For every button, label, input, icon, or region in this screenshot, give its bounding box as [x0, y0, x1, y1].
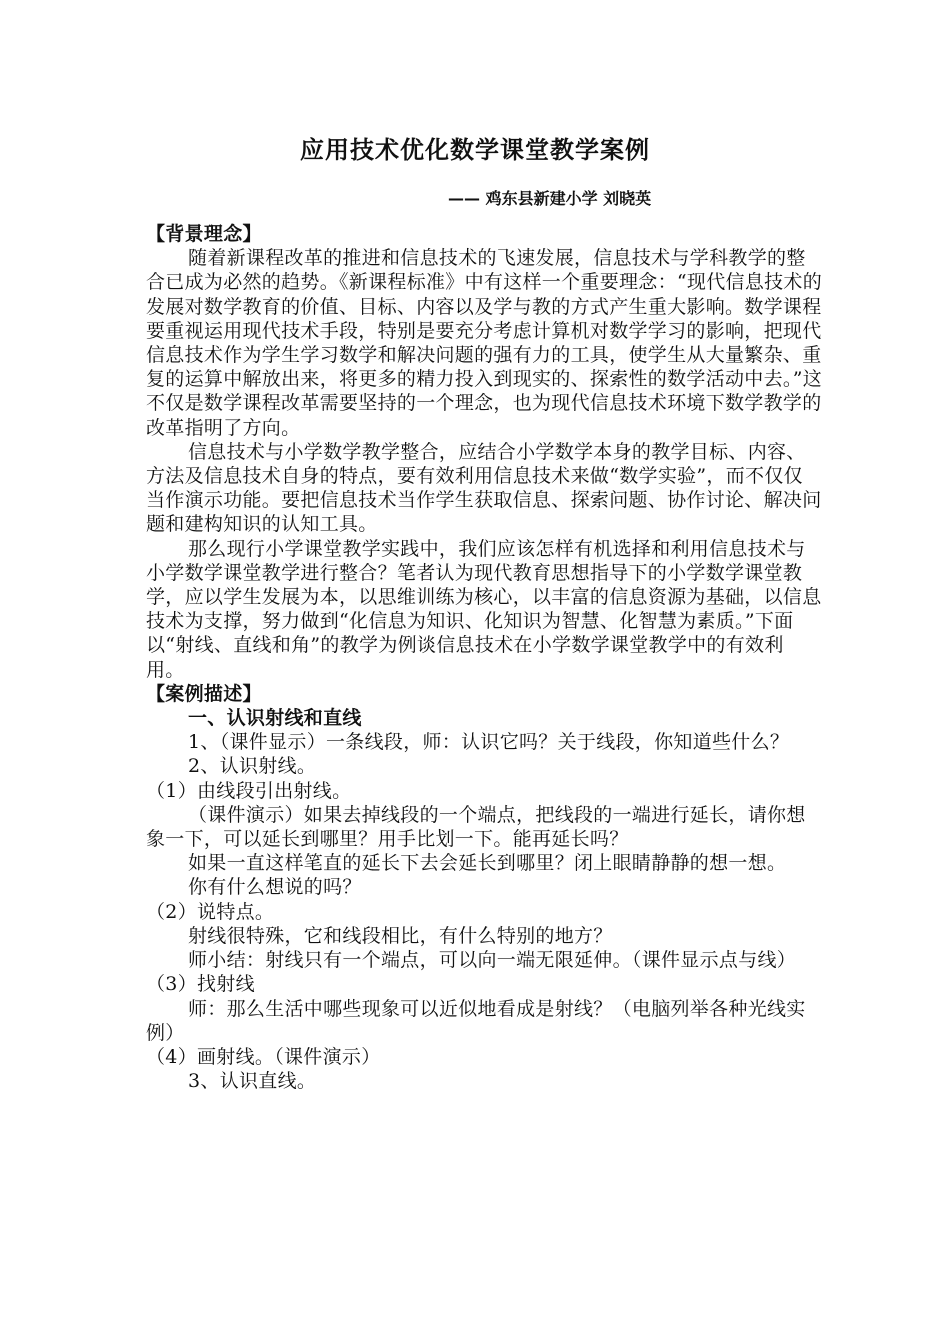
- paragraph: 1、（课件显示）一条线段，师：认识它吗？关于线段，你知道些什么？: [188, 731, 790, 754]
- paragraph: 如果一直这样笔直的延长下去会延长到哪里？闭上眼睛静静的想一想。: [188, 852, 787, 875]
- paragraph: （2）说特点。: [146, 900, 275, 923]
- paragraph: 随着新课程改革的推进和信息技术的飞速发展，信息技术与学科教学的整合已成为必然的趋势。《新课程标准》中有这样一个重要理念：“现代信息技术的发展对数学教育的价值、目标、内容以及学与教的方式产生重大影响。数学课程要重视运用现代技术手段，特别是要充分考虑计算机对数学学习的影响，把现代信息技术作为学生学习数学和解决问题的强有力的工具，使学生从大量繁杂、重复的运算中解放出来，将更多的精力投入到现实的、探索性的数学活动中去。”这不仅是数学课程改革需要坚持的一个理念，也为现代信息技术环境下数学教学的改革指明了方向。: [146, 247, 823, 439]
- subsection-heading: 一、认识射线和直线: [188, 707, 362, 730]
- paragraph: 师小结：射线只有一个端点，可以向一端无限延伸。（课件显示点与线）: [188, 949, 797, 972]
- document-body: [146, 222, 822, 1093]
- paragraph: （1）由线段引出射线。: [146, 779, 352, 802]
- paragraph: （课件演示）如果去掉线段的一个端点，把线段的一端进行延长，请你想象一下，可以延长到哪里？用手比划一下。能再延长吗？: [146, 803, 806, 851]
- paragraph: 师：那么生活中哪些现象可以近似地看成是射线？（电脑列举各种光线实例）: [146, 997, 806, 1044]
- paragraph: 2、认识射线。: [188, 755, 317, 778]
- paragraph: 那么现行小学课堂教学实践中，我们应该怎样有机选择和利用信息技术与小学数学课堂教学进行整合？笔者认为现代教育思想指导下的小学数学课堂教学，应以学生发展为本，以思维训练为核心，以丰富的信息资源为基础，以信息技术为支撑，努力做到“化信息为知识、化知识为智慧、化智慧为素质。”下面以“射线、直线和角”的教学为例谈信息技术在小学数学课堂教学中的有效利用。: [146, 537, 822, 681]
- paragraph: 3、认识直线。: [188, 1070, 317, 1093]
- section-heading-background: 【背景理念】: [146, 223, 262, 245]
- author-byline: —— 鸡东县新建小学 刘晓英: [448, 189, 652, 208]
- section-heading-case: 【案例描述】: [146, 682, 262, 705]
- paragraph: （4）画射线。（课件演示）: [146, 1045, 381, 1068]
- document-title: 应用技术优化数学课堂教学案例: [300, 136, 650, 164]
- paragraph: （3）找射线: [146, 973, 255, 996]
- paragraph: 射线很特殊，它和线段相比，有什么特别的地方？: [188, 924, 613, 947]
- paragraph: 你有什么想说的吗？: [188, 876, 362, 899]
- paragraph: 信息技术与小学数学教学整合，应结合小学数学本身的教学目标、内容、方法及信息技术自身的特点，要有效利用信息技术来做“数学实验”，而不仅仅当作演示功能。要把信息技术当作学生获取信息、探索问题、协作讨论、解决问题和建构知识的认知工具。: [146, 440, 822, 536]
